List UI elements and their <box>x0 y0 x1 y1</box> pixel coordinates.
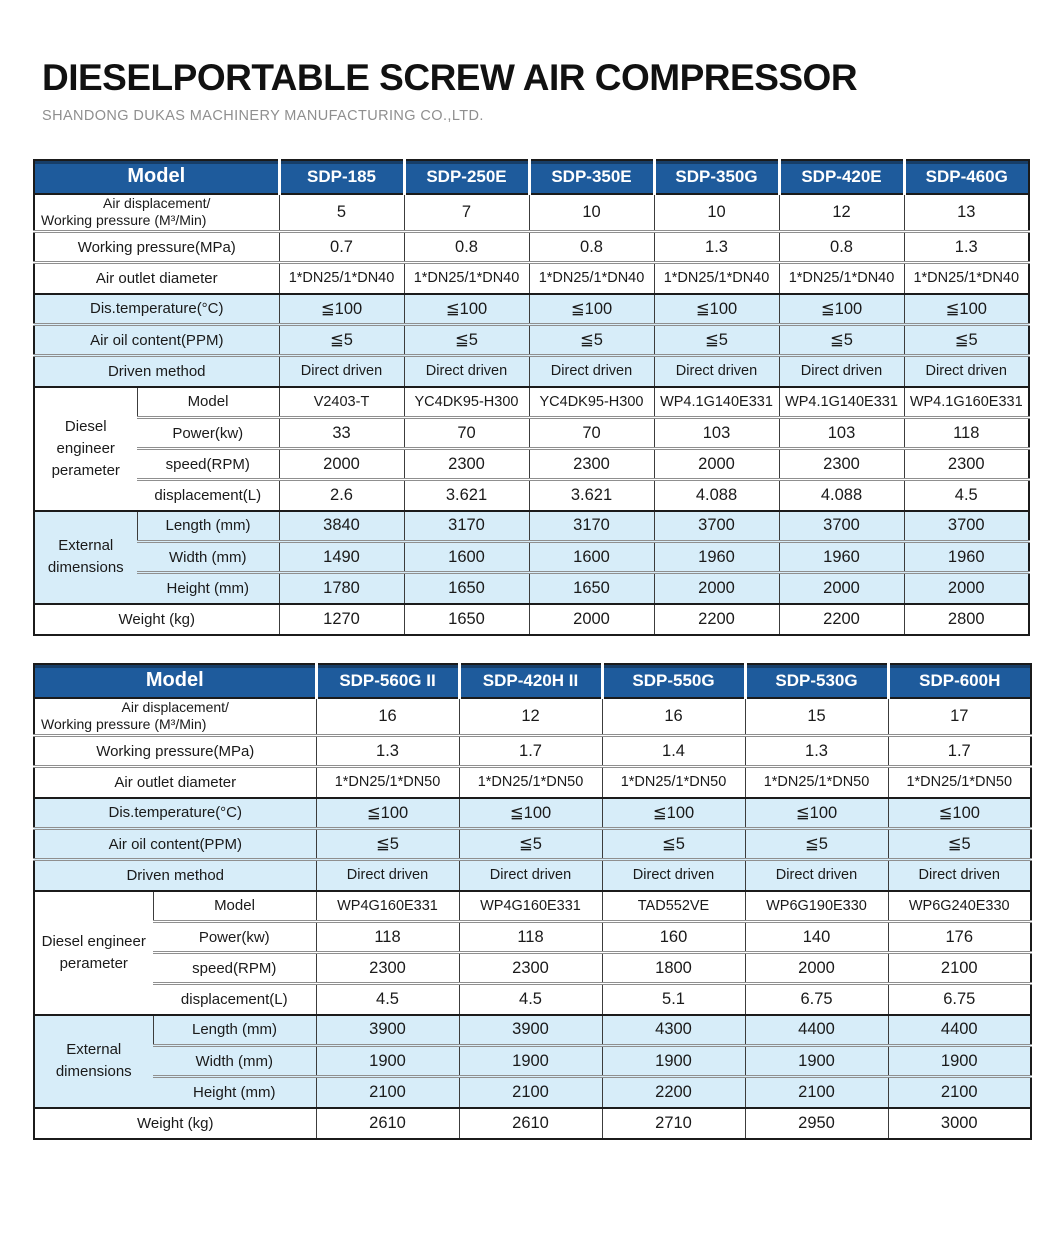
spec-cell: 1650 <box>404 573 529 604</box>
spec-cell: 103 <box>779 418 904 449</box>
spec-cell: 1*DN25/1*DN40 <box>404 263 529 294</box>
row-label: Air outlet diameter <box>34 263 279 294</box>
spec-cell: ≦5 <box>904 325 1029 356</box>
row-label: Length (mm) <box>137 511 279 542</box>
spec-cell: 103 <box>654 418 779 449</box>
spec-cell: 1*DN25/1*DN40 <box>279 263 404 294</box>
spec-cell: 2300 <box>459 953 602 984</box>
spec-cell: YC4DK95-H300 <box>529 387 654 418</box>
spec-cell: ≦5 <box>654 325 779 356</box>
spec-cell: 1780 <box>279 573 404 604</box>
row-label-line2: Working pressure (M³/Min) <box>41 212 207 229</box>
spec-cell: 1900 <box>602 1046 745 1077</box>
spec-cell: 13 <box>904 194 1029 232</box>
spec-cell: 118 <box>459 922 602 953</box>
spec-cell: 70 <box>529 418 654 449</box>
spec-cell: ≦5 <box>745 829 888 860</box>
row-label-line1: Air displacement/ <box>103 194 211 211</box>
model-column-header: SDP-460G <box>904 160 1029 194</box>
row-label: Height (mm) <box>137 573 279 604</box>
row-label-line1: Air displacement/ <box>121 698 229 715</box>
spec-cell: Direct driven <box>602 860 745 891</box>
spec-cell: Direct driven <box>745 860 888 891</box>
spec-cell: 2800 <box>904 604 1029 635</box>
spec-cell: 1800 <box>602 953 745 984</box>
row-label: displacement(L) <box>137 480 279 511</box>
spec-cell: 2300 <box>529 449 654 480</box>
spec-cell: ≦100 <box>904 294 1029 325</box>
spec-cell: 1600 <box>404 542 529 573</box>
model-column-header: SDP-550G <box>602 664 745 698</box>
spec-cell: Direct driven <box>459 860 602 891</box>
spec-table-2 <box>33 663 1032 1140</box>
spec-cell: 3170 <box>529 511 654 542</box>
row-label: Air oil content(PPM) <box>34 829 316 860</box>
spec-cell: 1900 <box>459 1046 602 1077</box>
spec-cell: 2300 <box>779 449 904 480</box>
spec-cell: 0.8 <box>529 232 654 263</box>
spec-cell: 3900 <box>459 1015 602 1046</box>
spec-cell: 3170 <box>404 511 529 542</box>
spec-cell: 1*DN25/1*DN40 <box>779 263 904 294</box>
spec-cell: 2300 <box>404 449 529 480</box>
row-label-line2: Working pressure (M³/Min) <box>41 716 207 733</box>
spec-cell: 4.088 <box>779 480 904 511</box>
page-header <box>33 0 1060 124</box>
spec-cell: 2100 <box>459 1077 602 1108</box>
spec-cell: ≦5 <box>888 829 1031 860</box>
spec-cell: 1.7 <box>888 736 1031 767</box>
spec-cell: 1960 <box>779 542 904 573</box>
spec-cell: 3700 <box>654 511 779 542</box>
row-label: Driven method <box>34 356 279 387</box>
spec-cell: Direct driven <box>529 356 654 387</box>
spec-cell: Direct driven <box>888 860 1031 891</box>
spec-cell: ≦100 <box>779 294 904 325</box>
spec-cell: 0.7 <box>279 232 404 263</box>
spec-cell: 1*DN25/1*DN40 <box>654 263 779 294</box>
row-label: Power(kw) <box>153 922 316 953</box>
model-column-header: SDP-350G <box>654 160 779 194</box>
spec-cell: 2610 <box>459 1108 602 1139</box>
model-header-label: Model <box>34 664 316 698</box>
spec-cell: 70 <box>404 418 529 449</box>
spec-cell: 1.3 <box>654 232 779 263</box>
spec-cell: 1*DN25/1*DN50 <box>888 767 1031 798</box>
spec-cell: ≦100 <box>279 294 404 325</box>
spec-cell: 1960 <box>904 542 1029 573</box>
spec-cell: 6.75 <box>745 984 888 1015</box>
row-label: Width (mm) <box>153 1046 316 1077</box>
spec-cell: 5.1 <box>602 984 745 1015</box>
spec-table-2-slot <box>33 663 1060 1140</box>
spec-cell: 12 <box>459 698 602 736</box>
spec-cell: ≦5 <box>404 325 529 356</box>
spec-cell: ≦100 <box>316 798 459 829</box>
spec-cell: 10 <box>654 194 779 232</box>
spec-cell: ≦100 <box>602 798 745 829</box>
spec-cell: ≦5 <box>779 325 904 356</box>
row-label <box>34 698 316 736</box>
spec-cell: ≦100 <box>745 798 888 829</box>
row-label: speed(RPM) <box>153 953 316 984</box>
spec-cell: WP4.1G160E331 <box>904 387 1029 418</box>
model-column-header: SDP-420E <box>779 160 904 194</box>
spec-cell: 2000 <box>279 449 404 480</box>
row-label: Driven method <box>34 860 316 891</box>
spec-cell: ≦100 <box>888 798 1031 829</box>
spec-cell: Direct driven <box>904 356 1029 387</box>
spec-tables <box>33 159 1060 1140</box>
row-label <box>34 194 279 232</box>
spec-cell: 2000 <box>529 604 654 635</box>
spec-cell: 3700 <box>779 511 904 542</box>
spec-cell: 2950 <box>745 1108 888 1139</box>
spec-cell: 2100 <box>888 1077 1031 1108</box>
spec-cell: Direct driven <box>316 860 459 891</box>
spec-cell: 1.3 <box>745 736 888 767</box>
spec-cell: WP6G240E330 <box>888 891 1031 922</box>
spec-cell: 17 <box>888 698 1031 736</box>
spec-cell: 2610 <box>316 1108 459 1139</box>
spec-cell: 2000 <box>745 953 888 984</box>
row-label: Model <box>153 891 316 922</box>
spec-cell: ≦5 <box>602 829 745 860</box>
spec-cell: ≦5 <box>316 829 459 860</box>
spec-cell: TAD552VE <box>602 891 745 922</box>
spec-cell: 1.3 <box>316 736 459 767</box>
spec-cell: 1*DN25/1*DN50 <box>459 767 602 798</box>
model-column-header: SDP-420H II <box>459 664 602 698</box>
spec-cell: ≦5 <box>529 325 654 356</box>
group-label: External dimensions <box>34 511 137 604</box>
spec-cell: 176 <box>888 922 1031 953</box>
spec-cell: 1270 <box>279 604 404 635</box>
spec-cell: ≦5 <box>279 325 404 356</box>
row-label: Height (mm) <box>153 1077 316 1108</box>
spec-cell: 2000 <box>904 573 1029 604</box>
model-column-header: SDP-185 <box>279 160 404 194</box>
spec-cell: Direct driven <box>779 356 904 387</box>
spec-cell: 4.5 <box>904 480 1029 511</box>
spec-cell: WP4.1G140E331 <box>779 387 904 418</box>
row-label: Air outlet diameter <box>34 767 316 798</box>
spec-cell: 7 <box>404 194 529 232</box>
spec-cell: 1900 <box>316 1046 459 1077</box>
spec-cell: 3700 <box>904 511 1029 542</box>
spec-cell: 1*DN25/1*DN40 <box>904 263 1029 294</box>
spec-cell: 1*DN25/1*DN40 <box>529 263 654 294</box>
spec-cell: 2200 <box>654 604 779 635</box>
spec-cell: 2100 <box>745 1077 888 1108</box>
spec-cell: 6.75 <box>888 984 1031 1015</box>
spec-cell: 3.621 <box>404 480 529 511</box>
spec-cell: 4.088 <box>654 480 779 511</box>
spec-cell: 2000 <box>654 573 779 604</box>
spec-cell: 2.6 <box>279 480 404 511</box>
spec-cell: 1650 <box>529 573 654 604</box>
spec-cell: 1*DN25/1*DN50 <box>316 767 459 798</box>
spec-cell: 1.7 <box>459 736 602 767</box>
group-label: External dimensions <box>34 1015 153 1108</box>
model-column-header: SDP-530G <box>745 664 888 698</box>
spec-cell: 1*DN25/1*DN50 <box>745 767 888 798</box>
model-column-header: SDP-600H <box>888 664 1031 698</box>
spec-cell: 33 <box>279 418 404 449</box>
spec-cell: V2403-T <box>279 387 404 418</box>
spec-cell: ≦100 <box>459 798 602 829</box>
company-name: SHANDONG DUKAS MACHINERY MANUFACTURING CO.,LTD. <box>42 107 484 124</box>
spec-cell: 2000 <box>654 449 779 480</box>
spec-cell: 1900 <box>745 1046 888 1077</box>
spec-table-1-slot <box>33 159 1060 636</box>
spec-cell: 2100 <box>316 1077 459 1108</box>
spec-cell: WP4.1G140E331 <box>654 387 779 418</box>
spec-cell: ≦100 <box>654 294 779 325</box>
spec-cell: 3.621 <box>529 480 654 511</box>
spec-cell: 15 <box>745 698 888 736</box>
spec-cell: 1.4 <box>602 736 745 767</box>
group-label: Diesel engineer perameter <box>34 387 137 511</box>
row-label: Dis.temperature(°C) <box>34 798 316 829</box>
row-label: displacement(L) <box>153 984 316 1015</box>
spec-cell: 2100 <box>888 953 1031 984</box>
spec-cell: 140 <box>745 922 888 953</box>
model-column-header: SDP-350E <box>529 160 654 194</box>
spec-cell: 5 <box>279 194 404 232</box>
spec-cell: Direct driven <box>404 356 529 387</box>
spec-cell: WP6G190E330 <box>745 891 888 922</box>
row-label: Working pressure(MPa) <box>34 736 316 767</box>
model-column-header: SDP-560G II <box>316 664 459 698</box>
row-label: Width (mm) <box>137 542 279 573</box>
spec-cell: 0.8 <box>779 232 904 263</box>
spec-cell: ≦100 <box>529 294 654 325</box>
spec-cell: 4.5 <box>459 984 602 1015</box>
spec-cell: 2000 <box>779 573 904 604</box>
spec-cell: 2200 <box>779 604 904 635</box>
spec-cell: 1960 <box>654 542 779 573</box>
spec-cell: 16 <box>602 698 745 736</box>
row-label: Power(kw) <box>137 418 279 449</box>
spec-cell: 4300 <box>602 1015 745 1046</box>
spec-cell: 1*DN25/1*DN50 <box>602 767 745 798</box>
spec-cell: 3840 <box>279 511 404 542</box>
row-label: Air oil content(PPM) <box>34 325 279 356</box>
spec-cell: WP4G160E331 <box>316 891 459 922</box>
spec-cell: 1650 <box>404 604 529 635</box>
spec-cell: 1.3 <box>904 232 1029 263</box>
spec-cell: Direct driven <box>279 356 404 387</box>
spec-cell: 1600 <box>529 542 654 573</box>
model-header-label: Model <box>34 160 279 194</box>
row-label: Weight (kg) <box>34 1108 316 1139</box>
spec-cell: 2300 <box>904 449 1029 480</box>
row-label: Working pressure(MPa) <box>34 232 279 263</box>
spec-cell: 118 <box>316 922 459 953</box>
group-label: Diesel engineer perameter <box>34 891 153 1015</box>
spec-cell: 4400 <box>888 1015 1031 1046</box>
row-label: Length (mm) <box>153 1015 316 1046</box>
spec-cell: ≦5 <box>459 829 602 860</box>
row-label: speed(RPM) <box>137 449 279 480</box>
row-label: Weight (kg) <box>34 604 279 635</box>
row-label: Dis.temperature(°C) <box>34 294 279 325</box>
spec-cell: 2300 <box>316 953 459 984</box>
row-label: Model <box>137 387 279 418</box>
spec-cell: 3000 <box>888 1108 1031 1139</box>
spec-table-1 <box>33 159 1030 636</box>
spec-cell: 3900 <box>316 1015 459 1046</box>
spec-cell: 2710 <box>602 1108 745 1139</box>
spec-cell: Direct driven <box>654 356 779 387</box>
spec-cell: 1490 <box>279 542 404 573</box>
spec-cell: 16 <box>316 698 459 736</box>
spec-cell: 160 <box>602 922 745 953</box>
spec-cell: 4400 <box>745 1015 888 1046</box>
spec-cell: 10 <box>529 194 654 232</box>
spec-cell: YC4DK95-H300 <box>404 387 529 418</box>
spec-cell: 1900 <box>888 1046 1031 1077</box>
spec-cell: 12 <box>779 194 904 232</box>
spec-cell: 4.5 <box>316 984 459 1015</box>
spec-cell: 0.8 <box>404 232 529 263</box>
spec-cell: 2200 <box>602 1077 745 1108</box>
spec-cell: ≦100 <box>404 294 529 325</box>
spec-cell: 118 <box>904 418 1029 449</box>
spec-cell: WP4G160E331 <box>459 891 602 922</box>
page-title: DIESELPORTABLE SCREW AIR COMPRESSOR <box>42 57 858 98</box>
model-column-header: SDP-250E <box>404 160 529 194</box>
